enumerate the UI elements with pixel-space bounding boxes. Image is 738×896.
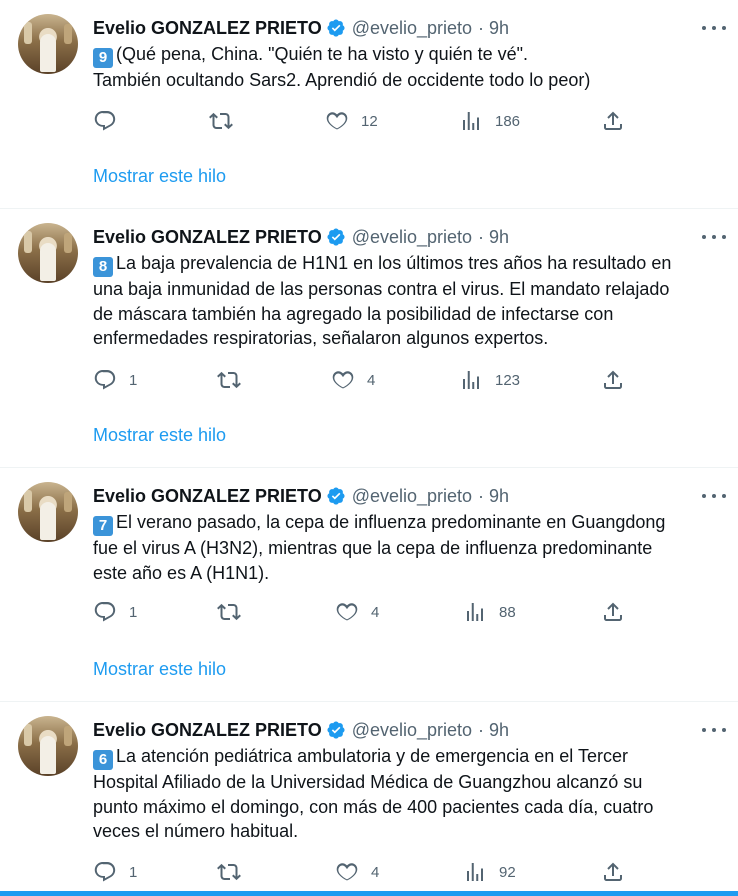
avatar[interactable] <box>18 223 78 283</box>
views-button[interactable] <box>459 109 520 133</box>
reply-button[interactable] <box>93 600 137 624</box>
share-icon <box>601 860 625 884</box>
tweet-line: La atención pediátrica ambulatoria y de emergencia en el Tercer <box>116 746 628 766</box>
verified-badge-icon <box>326 18 346 38</box>
reply-icon <box>93 860 117 884</box>
avatar[interactable] <box>18 14 78 74</box>
more-options-icon[interactable] <box>702 720 726 740</box>
tweet[interactable] <box>0 482 738 701</box>
show-thread-link[interactable]: Mostrar este hilo <box>93 659 227 679</box>
like-count: 4 <box>367 371 376 389</box>
reply-button[interactable] <box>93 109 129 133</box>
retweet-button[interactable] <box>217 860 241 884</box>
views-button[interactable] <box>463 600 516 624</box>
views-count: 88 <box>499 603 516 621</box>
tweet-actions <box>93 600 633 624</box>
tweet-line: También ocultando Sars2. Aprendió de occidente todo lo peor) <box>93 70 591 90</box>
views-icon <box>463 600 487 624</box>
like-button[interactable] <box>335 600 379 624</box>
tweet-line: El verano pasado, la cepa de influenza predominante en Guangdong <box>116 512 666 532</box>
tweet[interactable] <box>0 14 738 208</box>
retweet-icon <box>209 109 233 133</box>
author-name[interactable]: Evelio GONZALEZ PRIETO <box>93 719 322 740</box>
reply-count: 1 <box>129 863 138 881</box>
keycap-number: 8 <box>93 257 113 277</box>
retweet-icon <box>217 600 241 624</box>
share-button[interactable] <box>601 109 625 133</box>
retweet-button[interactable] <box>209 109 233 133</box>
tweet-line: (Qué pena, China. "Quién te ha visto y quién te vé". <box>116 44 529 64</box>
tweet-text <box>93 251 723 351</box>
author-handle[interactable]: @evelio_prieto <box>351 17 473 38</box>
reply-icon <box>93 600 117 624</box>
views-icon <box>463 860 487 884</box>
views-count: 186 <box>495 112 521 130</box>
tweet-line: Hospital Afiliado de la Universidad Médica de Guangzhou alcanzó su <box>93 772 643 792</box>
show-thread-link[interactable]: Mostrar este hilo <box>93 425 227 445</box>
share-icon <box>601 600 625 624</box>
tweet-line: fue el virus A (H3N2), mientras que la cepa de influenza predominante <box>93 538 653 558</box>
views-button[interactable] <box>459 368 520 392</box>
show-thread-link[interactable]: Mostrar este hilo <box>93 166 227 186</box>
tweet-text <box>93 42 723 93</box>
reply-button[interactable] <box>93 860 137 884</box>
author-handle[interactable]: @evelio_prieto <box>351 226 473 247</box>
timestamp[interactable]: · 9h <box>478 719 510 740</box>
tweet-header <box>93 16 509 40</box>
tweet-header <box>93 225 509 249</box>
share-button[interactable] <box>601 600 625 624</box>
views-button[interactable] <box>463 860 516 884</box>
tweet-line: La baja prevalencia de H1N1 en los últimos tres años ha resultado en <box>116 253 672 273</box>
share-button[interactable] <box>601 860 625 884</box>
share-icon <box>601 368 625 392</box>
views-count: 92 <box>499 863 516 881</box>
reply-count: 1 <box>129 371 138 389</box>
views-count: 123 <box>495 371 521 389</box>
like-button[interactable] <box>325 109 378 133</box>
retweet-button[interactable] <box>217 600 241 624</box>
like-button[interactable] <box>335 860 379 884</box>
avatar[interactable] <box>18 716 78 776</box>
heart-icon <box>331 368 355 392</box>
tweet[interactable] <box>0 716 738 891</box>
timestamp[interactable]: · 9h <box>478 226 510 247</box>
tweet-header <box>93 484 509 508</box>
verified-badge-icon <box>326 720 346 740</box>
reply-icon <box>93 368 117 392</box>
heart-icon <box>325 109 349 133</box>
timestamp[interactable]: · 9h <box>478 485 510 506</box>
tweet-actions <box>93 368 633 392</box>
divider <box>0 208 738 209</box>
share-icon <box>601 109 625 133</box>
tweet-actions <box>93 109 633 133</box>
author-handle[interactable]: @evelio_prieto <box>351 485 473 506</box>
tweet-header <box>93 718 509 742</box>
tweet-line: punto máximo el domingo, con más de 400 pacientes cada día, cuatro <box>93 796 654 817</box>
retweet-icon <box>217 860 241 884</box>
keycap-number: 6 <box>93 750 113 770</box>
verified-badge-icon <box>326 227 346 247</box>
reply-count: 1 <box>129 603 138 621</box>
author-name[interactable]: Evelio GONZALEZ PRIETO <box>93 226 322 247</box>
like-count: 4 <box>371 863 380 881</box>
more-options-icon[interactable] <box>702 18 726 38</box>
tweet-line: veces el número habitual. <box>93 821 299 841</box>
timestamp[interactable]: · 9h <box>478 17 510 38</box>
author-name[interactable]: Evelio GONZALEZ PRIETO <box>93 485 322 506</box>
like-button[interactable] <box>331 368 375 392</box>
share-button[interactable] <box>601 368 625 392</box>
tweet-text <box>93 510 723 585</box>
more-options-icon[interactable] <box>702 227 726 247</box>
like-count: 4 <box>371 603 380 621</box>
views-icon <box>459 368 483 392</box>
tweet-line: de máscara también ha agregado la posibilidad de infectarse con <box>93 303 614 324</box>
heart-icon <box>335 600 359 624</box>
more-options-icon[interactable] <box>702 486 726 506</box>
reply-icon <box>93 109 117 133</box>
heart-icon <box>335 860 359 884</box>
author-name[interactable]: Evelio GONZALEZ PRIETO <box>93 17 322 38</box>
avatar[interactable] <box>18 482 78 542</box>
divider <box>0 701 738 702</box>
tweet-line: este año es A (H1N1). <box>93 562 270 583</box>
retweet-icon <box>217 368 241 392</box>
tweet-actions <box>93 860 633 884</box>
bottom-accent-bar <box>0 891 738 896</box>
tweet[interactable] <box>0 223 738 467</box>
tweet-line: enfermedades respiratorias, señalaron algunos expertos. <box>93 328 549 348</box>
like-count: 12 <box>361 112 378 130</box>
tweet-text <box>93 744 723 844</box>
keycap-number: 9 <box>93 48 113 68</box>
views-icon <box>459 109 483 133</box>
verified-badge-icon <box>326 486 346 506</box>
retweet-button[interactable] <box>217 368 241 392</box>
tweet-line: una baja inmunidad de las personas contra el virus. El mandato relajado <box>93 279 670 299</box>
divider <box>0 467 738 468</box>
author-handle[interactable]: @evelio_prieto <box>351 719 473 740</box>
keycap-number: 7 <box>93 516 113 536</box>
reply-button[interactable] <box>93 368 137 392</box>
